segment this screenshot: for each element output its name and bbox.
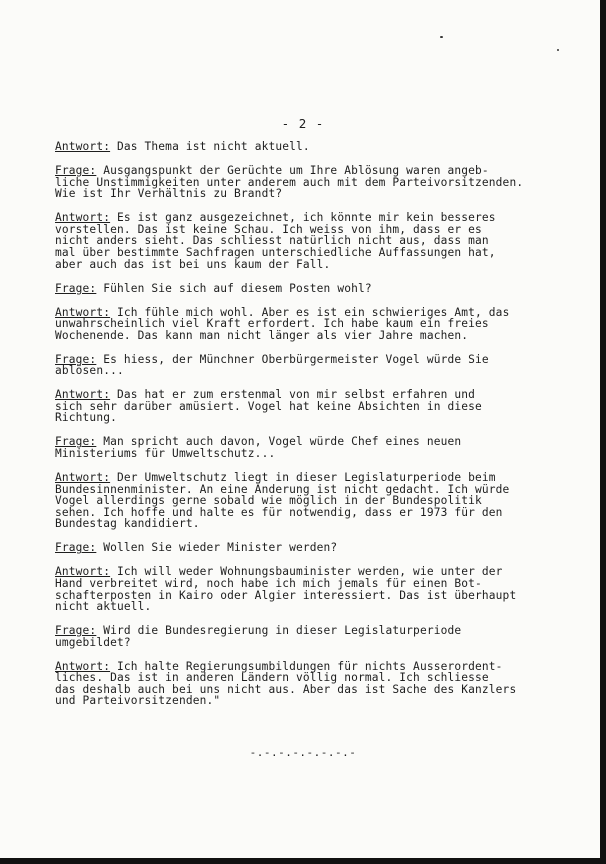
question-paragraph — [55, 625, 545, 648]
text-line — [55, 518, 545, 530]
line-text: umgebildet? — [55, 635, 131, 649]
question-label: Frage: — [55, 624, 97, 638]
text-line — [55, 601, 545, 613]
line-text: das deshalb auch bei uns nicht aus. Aber das ist Sache des Kanzlers — [55, 682, 517, 696]
text-line — [55, 141, 545, 153]
answer-paragraph — [55, 472, 545, 530]
text-line — [55, 259, 545, 271]
line-text: unwahrscheinlich viel Kraft erfordert. Ich habe kaum ein freies — [55, 317, 489, 331]
answer-paragraph — [55, 389, 545, 424]
question-paragraph — [55, 436, 545, 459]
line-text: vorstellen. Das ist keine Schau. Ich weiss von ihm, dass er es — [55, 222, 482, 236]
line-text: Hand verbreitet wird, noch habe ich mich jemals für einen Bot- — [55, 576, 482, 590]
text-line — [55, 354, 545, 366]
line-text: Richtung. — [55, 411, 117, 425]
question-paragraph — [55, 283, 545, 295]
line-text: ablösen... — [55, 364, 124, 378]
text-line — [55, 330, 545, 342]
line-text: aber auch das ist bei uns kaum der Fall. — [55, 257, 331, 271]
line-text: Man spricht auch davon, Vogel würde Chef eines neuen — [96, 435, 462, 449]
line-text: Wird die Bundesregierung in dieser Legislaturperiode — [96, 624, 462, 638]
line-text: und Parteivorsitzenden." — [55, 694, 221, 708]
line-text: Fühlen Sie sich auf diesem Posten wohl? — [96, 281, 372, 295]
line-text: Ausgangspunkt der Gerüchte um Ihre Ablösung waren angeb- — [96, 163, 489, 177]
line-text: Ich halte Regierungsumbildungen für nichts Ausserordent- — [110, 659, 503, 673]
line-text: Ich fühle mich wohl. Aber es ist ein schwieriges Amt, das — [110, 305, 510, 319]
text-line — [55, 401, 545, 413]
text-line — [55, 188, 545, 200]
text-line — [55, 412, 545, 424]
question-label: Frage: — [55, 435, 97, 449]
text-line — [55, 695, 545, 707]
line-text: mal über bestimmte Sachfragen unterschiedliche Auffassungen hat, — [55, 245, 496, 259]
text-line — [55, 448, 545, 460]
line-text: sehen. Ich hoffe und halte es für notwendig, dass er 1973 für den — [55, 505, 503, 519]
line-text: Bundestag kandidiert. — [55, 517, 200, 531]
question-label: Frage: — [55, 281, 97, 295]
question-paragraph — [55, 165, 545, 200]
line-text: sich sehr darüber amüsiert. Vogel hat keine Absichten in diese — [55, 399, 482, 413]
paper-speck — [440, 36, 443, 38]
answer-paragraph — [55, 212, 545, 270]
line-text: Es ist ganz ausgezeichnet, ich könnte mir kein besseres — [110, 211, 496, 225]
line-text: Das Thema ist nicht aktuell. — [110, 140, 310, 153]
line-text: Ministeriums für Umweltschutz... — [55, 447, 276, 461]
line-text: Wollen Sie wieder Minister werden? — [96, 541, 338, 555]
text-line — [55, 542, 545, 554]
line-text: liches. Das ist in anderen Ländern völlig normal. Ich schliesse — [55, 671, 489, 685]
answer-label: Antwort: — [55, 388, 111, 402]
text-line — [55, 365, 545, 377]
question-label: Frage: — [55, 541, 97, 555]
answer-label: Antwort: — [55, 471, 111, 484]
question-label: Frage: — [55, 163, 97, 177]
answer-label: Antwort: — [55, 565, 111, 579]
line-text: Wochenende. Das kann man nicht länger als vier Jahre machen. — [55, 328, 469, 342]
line-text: liche Unstimmigkeiten unter anderem auch mit dem Parteivorsitzenden. — [55, 175, 524, 189]
line-text: Wie ist Ihr Verhältnis zu Brandt? — [55, 187, 283, 201]
line-text: Bundesinnenminister. An eine Änderung ist nicht gedacht. Ich würde — [55, 482, 510, 496]
answer-paragraph — [55, 141, 545, 153]
answer-label: Antwort: — [55, 211, 111, 225]
interview-text — [55, 141, 545, 719]
line-text: schafterposten in Kairo oder Algier interessiert. Das ist überhaupt — [55, 588, 517, 602]
line-text: nicht anders sieht. Das schliesst natürlich nicht aus, dass man — [55, 234, 489, 248]
answer-label: Antwort: — [55, 140, 111, 153]
question-paragraph — [55, 354, 545, 377]
line-text: Der Umweltschutz liegt in dieser Legislaturperiode beim — [110, 471, 496, 484]
page-number: - 2 - — [281, 116, 325, 131]
end-separator: -.-.-.-.-.-.-.- — [249, 746, 357, 759]
question-paragraph — [55, 542, 545, 554]
line-text: Es hiess, der Münchner Oberbürgermeister Vogel würde Sie — [96, 352, 489, 366]
line-text: Vogel allerdings gerne sobald wie möglich in der Bundespolitik — [55, 494, 482, 508]
paper-speck — [557, 49, 559, 51]
text-line — [55, 637, 545, 649]
question-label: Frage: — [55, 352, 97, 366]
line-text: nicht aktuell. — [55, 600, 152, 614]
text-line — [55, 283, 545, 295]
answer-paragraph — [55, 307, 545, 342]
line-text: Das hat er zum erstenmal von mir selbst erfahren und — [110, 388, 476, 402]
line-text: Ich will weder Wohnungsbauminister werden, wie unter der — [110, 565, 503, 579]
answer-paragraph — [55, 661, 545, 707]
answer-paragraph — [55, 566, 545, 612]
answer-label: Antwort: — [55, 659, 111, 673]
answer-label: Antwort: — [55, 305, 111, 319]
